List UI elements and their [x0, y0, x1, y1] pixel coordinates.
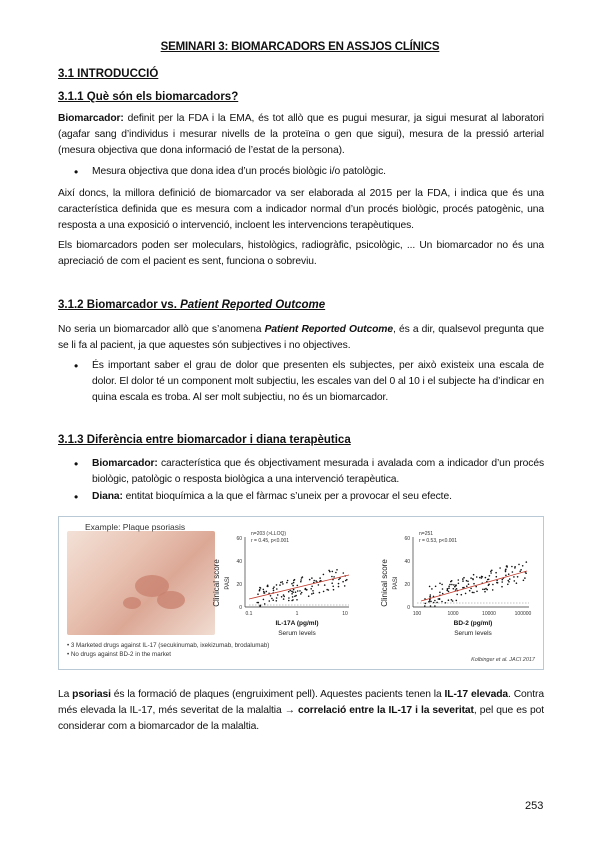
scatter-point [291, 583, 293, 585]
scatter-point [331, 582, 333, 584]
scatter-point [323, 574, 325, 576]
scatter-point [319, 577, 321, 579]
scatter-point [430, 594, 432, 596]
y-tick-label: 0 [407, 605, 410, 611]
scatter-point [473, 592, 475, 594]
scatter-point [311, 586, 313, 588]
paragraph-pro [58, 322, 544, 354]
scatter-point [520, 569, 522, 571]
scatter-point [311, 577, 313, 579]
scatter-point [441, 601, 443, 603]
scatter-point [456, 600, 458, 602]
scatter-point [272, 588, 274, 590]
bullet-item: • És important saber el grau de dolor que presenten els subjectes, per això existeix una escala de dolor. El dolor té un component molt subjectiu, les escales van del 0 al 10 i el subjecte ha d’indicar en quina escala es troba. Al ser molt subjectiu, no és un biomarcador. [58, 358, 544, 406]
scatter-point [305, 588, 307, 590]
scatter-point [309, 579, 311, 581]
scatter-point [524, 577, 526, 579]
section-heading: 3.1 INTRODUCCIÓ [58, 68, 159, 80]
scatter-point [292, 596, 294, 598]
scatter-point [484, 589, 486, 591]
scatter-point [452, 600, 454, 602]
scatter-point [270, 595, 272, 597]
scatter-point [507, 580, 509, 582]
scatter-point [448, 586, 450, 588]
scatter-point [343, 572, 345, 574]
scatter-point [467, 581, 469, 583]
scatter-point [462, 578, 464, 580]
heading-part: 3.1.2 Biomarcador vs. [58, 299, 181, 311]
scatter-point [523, 580, 525, 582]
scatter-point [345, 580, 347, 582]
term-pro: Patient Reported Outcome [264, 324, 393, 335]
scatter-point [441, 584, 443, 586]
scatter-point [492, 589, 494, 591]
scatter-point [280, 582, 282, 584]
term-psoriasi: psoriasi [72, 689, 111, 700]
scatter-point [470, 588, 472, 590]
scatter-point [313, 592, 315, 594]
scatter-point [435, 586, 437, 588]
bullet-text: característica que és objectivament mesurada i avalada com a indicador d’un procés biològic, patològic o resposta biològica a una intervenció terapèutica. [92, 458, 544, 485]
scatter-points [256, 569, 347, 607]
scatter-point [508, 573, 510, 575]
scatter-point [335, 572, 337, 574]
scatter-point [283, 594, 285, 596]
scatter-point [293, 582, 295, 584]
scatter-point [451, 584, 453, 586]
scatter-point [287, 580, 289, 582]
scatter-point [308, 595, 310, 597]
scatter-point [342, 581, 344, 583]
scatter-point [448, 587, 450, 589]
y-tick-label: 60 [236, 536, 242, 542]
term-correlacio: correlació entre la IL-17 i la severitat [297, 705, 474, 716]
figure-note: • 3 Marketed drugs against IL-17 (secukinumab, ixekizumab, brodalumab) [67, 641, 269, 650]
scatter-point [300, 581, 302, 583]
scatter-point [495, 572, 497, 574]
scatter-point [479, 577, 481, 579]
scatter-point [318, 584, 320, 586]
scatter-point [257, 593, 259, 595]
y-tick-label: 20 [236, 582, 242, 588]
scatter-point [263, 589, 265, 591]
scatter-point [266, 591, 268, 593]
scatter-point [461, 594, 463, 596]
scatter-point [276, 584, 278, 586]
scatter-point [456, 594, 458, 596]
scatter-point [338, 579, 340, 581]
plaque-mark [157, 591, 185, 609]
scatter-point [313, 580, 315, 582]
y-tick-label: 40 [236, 559, 242, 565]
scatter-point [259, 590, 261, 592]
scatter-point [300, 579, 302, 581]
paragraph-text: definit per la FDA i la EMA, és tot allò que es pugui mesurar, ja sigui mesurat al laboratori (agafar sang d’individus i mesurar nivells de la proteïna o gen que sigui), mesura de la pressió arterial (mesura objectiva que dona informació de l’estat de la persona). [58, 113, 544, 156]
subsection-heading-313: 3.1.3 Diferència entre biomarcador i diana terapèutica [58, 434, 351, 446]
y-tick-label: 0 [239, 605, 242, 611]
figure-credit: Kolbinger et al. JACI 2017 [471, 657, 535, 663]
scatter-point [425, 603, 427, 605]
y-tick-label: 40 [404, 559, 410, 565]
scatter-point [465, 593, 467, 595]
scatter-point [286, 582, 288, 584]
bullet-list-313 [58, 456, 544, 506]
scatter-point [272, 599, 274, 601]
x-axis-label: IL-17A (pg/ml) [275, 620, 319, 627]
x-tick-label: 0.1 [245, 611, 253, 617]
scatter-point [326, 589, 328, 591]
scatter-point [269, 600, 271, 602]
plot-stat-n: n=251 [419, 531, 434, 537]
scatter-point [319, 592, 321, 594]
scatter-point [259, 587, 261, 589]
x-tick-label: 10 [342, 611, 348, 617]
scatter-point [448, 599, 450, 601]
bullet-list-311 [58, 164, 544, 181]
scatter-point [295, 595, 297, 597]
scatter-point [462, 580, 464, 582]
scatter-point [512, 571, 514, 573]
scatter-point [282, 581, 284, 583]
scatter-point [338, 586, 340, 588]
scatter-point [323, 591, 325, 593]
scatter-point [487, 579, 489, 581]
term-biomarcador: Biomarcador: [92, 458, 158, 469]
scatter-point [502, 579, 504, 581]
scatter-point [291, 593, 293, 595]
scatter-point [436, 602, 438, 604]
scatter-point [468, 583, 470, 585]
scatter-point [297, 585, 299, 587]
scatter-point [430, 601, 432, 603]
scatter-point [324, 584, 326, 586]
scatter-point [469, 590, 471, 592]
figure-notes [67, 641, 269, 659]
term-diana: Diana: [92, 491, 123, 502]
scatter-point [273, 586, 275, 588]
scatter-point [506, 565, 508, 567]
scatter-point [288, 600, 290, 602]
scatter-point [267, 585, 269, 587]
figure-note: • No drugs against BD-2 in the market [67, 650, 269, 659]
scatter-point [301, 577, 303, 579]
scatter-point [333, 589, 335, 591]
scatter-point [256, 602, 258, 604]
scatter-point [264, 592, 266, 594]
scatter-point [497, 582, 499, 584]
scatter-point [473, 583, 475, 585]
bullet-text: entitat bioquímica a la que el fàrmac s’uneix per a provocar el seu efecte. [122, 491, 452, 502]
scatter-point [338, 583, 340, 585]
scatter-point [260, 605, 262, 607]
y-axis-label: Clinical score [380, 559, 389, 607]
plot-stat-r: r = 0.45, p<0.001 [251, 538, 290, 544]
scatter-point [292, 585, 294, 587]
scatter-point [288, 597, 290, 599]
scatter-point [434, 605, 436, 607]
scatter-point [450, 581, 452, 583]
scatter-point [511, 566, 513, 568]
scatter-point [476, 576, 478, 578]
scatter-point [526, 561, 528, 563]
scatter-point [439, 598, 441, 600]
y-axis-label: Clinical score [212, 559, 221, 607]
scatter-point [492, 584, 494, 586]
scatter-point [276, 588, 278, 590]
psoriasis-elbow-photo [67, 531, 215, 635]
bullet-item [58, 489, 544, 505]
scatter-point [496, 576, 498, 578]
scatter-point [499, 567, 501, 569]
scatter-point [466, 580, 468, 582]
scatter-point [439, 583, 441, 585]
paragraph-biomarker-definition [58, 111, 544, 159]
paragraph-text: , és a dir, qualsevol pregunta que se li fa al pacient, ja que aquestes són subjectives i no objectives. [58, 324, 544, 351]
scatter-point [333, 576, 335, 578]
subsection-heading-312 [58, 299, 325, 311]
bullet-item: • Mesura objectiva que dona idea d’un procés biològic i/o patològic. [58, 164, 544, 180]
paragraph-text: La [58, 689, 73, 700]
scatter-point [501, 581, 503, 583]
scatter-point [292, 591, 294, 593]
scatter-point [295, 591, 297, 593]
scatter-point [310, 588, 312, 590]
scatter-point [519, 571, 521, 573]
scatter-point [458, 583, 460, 585]
scatter-point [518, 564, 520, 566]
scatter-point [448, 591, 450, 593]
paragraph-psoriasis [58, 687, 544, 735]
scatter-point [517, 576, 519, 578]
scatter-point [283, 598, 285, 600]
scatter-point [490, 571, 492, 573]
scatter-point [509, 578, 511, 580]
paragraph-biomarker-types: Els biomarcadors poden ser moleculars, histològics, radiogràfic, psicològic, ... Un biomarcador no és una apreciació de com el pacient es sent, funciona o sobreviu. [58, 240, 544, 267]
bullet-list-312 [58, 358, 544, 407]
x-axis-sublabel: Serum levels [454, 630, 492, 637]
scatter-point [505, 575, 507, 577]
scatter-point [288, 591, 290, 593]
scatter-point [282, 583, 284, 585]
scatter-point [344, 585, 346, 587]
scatter-point [456, 588, 458, 590]
scatter-point [488, 584, 490, 586]
scatter-point [434, 600, 436, 602]
scatter-point [312, 590, 314, 592]
scatter-point [472, 578, 474, 580]
scatter-point [505, 571, 507, 573]
scatter-point [453, 588, 455, 590]
scatter-point [277, 594, 279, 596]
scatter-point [294, 579, 296, 581]
scatter-point [455, 584, 457, 586]
scatter-point [475, 586, 477, 588]
scatter-point [430, 605, 432, 607]
page-number: 253 [525, 800, 544, 812]
scatter-point [332, 571, 334, 573]
scatter-point [429, 596, 431, 598]
scatter-point [482, 576, 484, 578]
scatter-point [449, 584, 451, 586]
plot-stat-n: n=203 (>LLOQ) [251, 531, 287, 537]
scatter-point [472, 592, 474, 594]
scatter-point [507, 584, 509, 586]
scatter-point [513, 576, 515, 578]
scatter-point [505, 569, 507, 571]
scatter-point [485, 588, 487, 590]
scatter-point [463, 577, 465, 579]
scatter-point [431, 588, 433, 590]
paragraph-fda-2015: Així doncs, la millora definició de biomarcador va ser elaborada al 2015 per la FDA, i indica que és una característica definida que es mesura com a indicador normal d’un procés biològic, procés patogènic, una resposta a una exposició o intervenció, incloent les intervencions terapèutiques. [58, 188, 544, 231]
scatter-point [501, 586, 503, 588]
bullet-item [58, 456, 544, 488]
scatter-point [306, 589, 308, 591]
scatter-point [297, 590, 299, 592]
scatter-point [445, 602, 447, 604]
y-axis-sublabel: PASI [393, 576, 399, 590]
x-tick-label: 1 [295, 611, 299, 617]
scatter-point [331, 576, 333, 578]
scatter-point [453, 584, 455, 586]
x-tick-label: 100 [412, 611, 422, 617]
scatter-point [442, 588, 444, 590]
plaque-mark [123, 597, 141, 609]
scatter-point [296, 599, 298, 601]
scatter-point [263, 599, 265, 601]
scatter-point [476, 591, 478, 593]
psoriasis-figure [58, 516, 544, 670]
scatter-point [470, 577, 472, 579]
paragraph-text: és la formació de plaques (engruiximent pell). Aquestes pacients tenen la [110, 689, 445, 700]
scatter-point [279, 584, 281, 586]
bd2-scatter-plot [377, 523, 537, 641]
x-tick-label: 10000 [482, 611, 496, 617]
scatter-point [473, 574, 475, 576]
scatter-point [490, 572, 492, 574]
x-tick-label: 100000 [514, 611, 532, 617]
paragraph-text: . Contra més elevada la IL-17, més severitat de la malaltia → [58, 689, 545, 716]
scatter-point [276, 597, 278, 599]
scatter-point [447, 589, 449, 591]
scatter-point [489, 575, 491, 577]
scatter-point [428, 601, 430, 603]
term-biomarcador: Biomarcador: [58, 113, 124, 124]
scatter-points [424, 561, 527, 607]
scatter-point [439, 592, 441, 594]
scatter-point [271, 598, 273, 600]
y-axis-sublabel: PASI [225, 576, 231, 590]
term-il17-elevada: IL-17 elevada [444, 689, 509, 700]
scatter-point [458, 579, 460, 581]
paragraph-text: , pel que es pot considerar com a biomarcador de la malaltia. [58, 705, 544, 732]
scatter-point [525, 572, 527, 574]
scatter-point [484, 591, 486, 593]
scatter-point [291, 600, 293, 602]
scatter-point [264, 603, 266, 605]
scatter-point [451, 599, 453, 601]
subsection-heading-311: 3.1.1 Què són els biomarcadors? [58, 91, 239, 103]
scatter-point [273, 590, 275, 592]
scatter-point [276, 600, 278, 602]
regression-line [421, 571, 527, 601]
scatter-point [424, 605, 426, 607]
scatter-point [328, 570, 330, 572]
scatter-point [332, 586, 334, 588]
y-tick-label: 20 [404, 582, 410, 588]
scatter-point [293, 589, 295, 591]
scatter-point [299, 590, 301, 592]
scatter-point [442, 593, 444, 595]
scatter-point [429, 586, 431, 588]
y-tick-label: 60 [404, 536, 410, 542]
scatter-point [311, 593, 313, 595]
scatter-point [522, 565, 524, 567]
x-axis-label: BD-2 (pg/ml) [453, 620, 493, 627]
scatter-point [516, 582, 518, 584]
scatter-point [301, 592, 303, 594]
scatter-point [466, 585, 468, 587]
scatter-point [482, 589, 484, 591]
scatter-point [281, 596, 283, 598]
il17-scatter-plot [209, 523, 359, 641]
scatter-point [300, 593, 302, 595]
x-axis-sublabel: Serum levels [278, 630, 316, 637]
scatter-point [289, 590, 291, 592]
scatter-point [514, 580, 516, 582]
plot-stat-r: r = 0.53, p<0.001 [419, 538, 458, 544]
scatter-point [462, 587, 464, 589]
scatter-point [336, 569, 338, 571]
regression-line [249, 575, 349, 599]
scatter-point [485, 577, 487, 579]
heading-italic-part: Patient Reported Outcome [180, 299, 326, 311]
document-title: SEMINARI 3: BIOMARCADORS EN ASSJOS CLÍNICS [160, 41, 440, 53]
paragraph-text: No seria un biomarcador allò que s’anomena [58, 324, 265, 335]
x-tick-label: 1000 [447, 611, 459, 617]
scatter-point [514, 567, 516, 569]
figure-example-label: Example: Plaque psoriasis [85, 522, 186, 532]
